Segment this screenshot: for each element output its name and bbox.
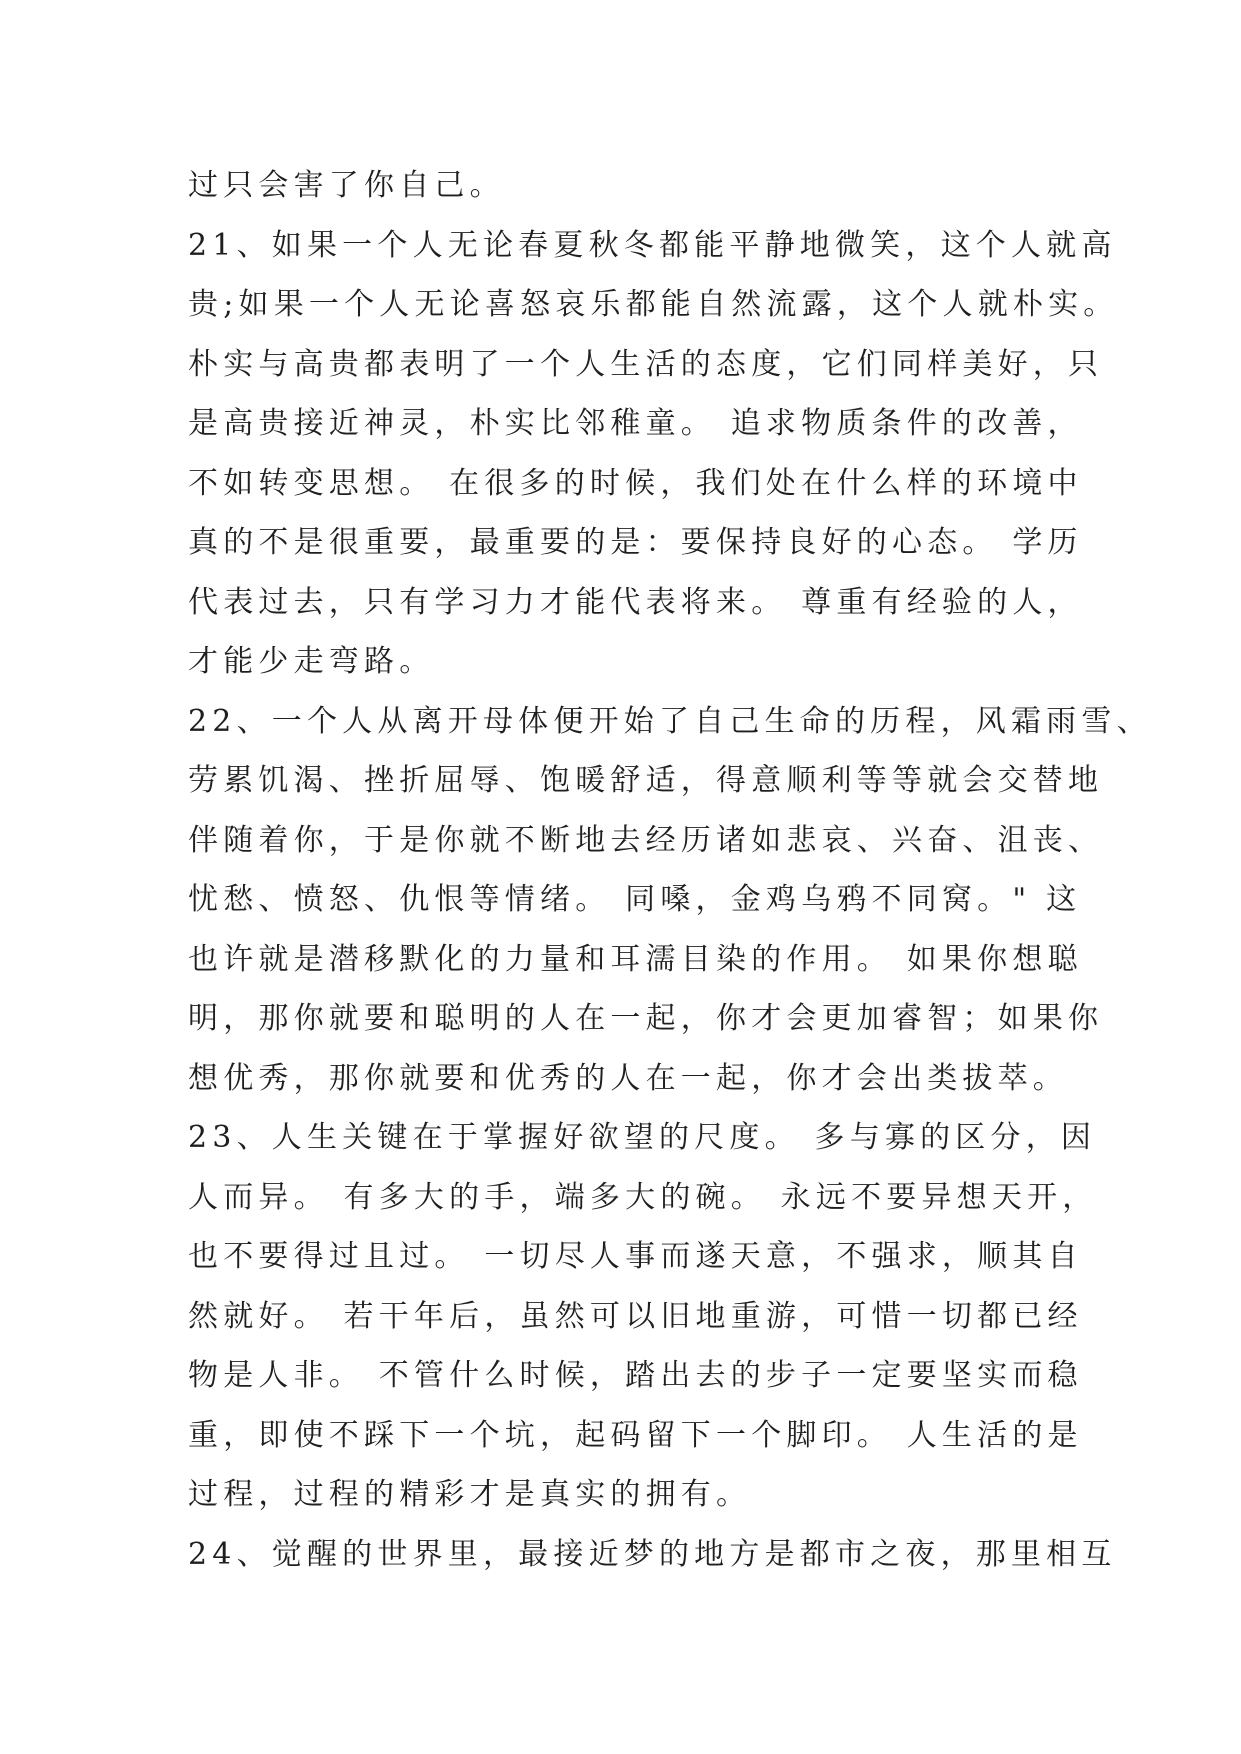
text-line: 朴实与高贵都表明了一个人生活的态度，它们同样美好，只 bbox=[188, 346, 1104, 382]
text-line: 不如转变思想。 在很多的时候，我们处在什么样的环境中 bbox=[188, 465, 1083, 501]
text-line: 23、人生关键在于掌握好欲望的尺度。 多与寡的区分，因 bbox=[188, 1120, 1097, 1155]
text-line: 代表过去，只有学习力才能代表将来。 尊重有经验的人， bbox=[188, 584, 1083, 620]
text-line: 才能少走弯路。 bbox=[188, 644, 435, 679]
text-line: 忧愁、愤怒、仇恨等情绪。 同嗓，金鸡乌鸦不同窝。" 这 bbox=[188, 882, 1082, 917]
text-line: 伴随着你，于是你就不断地去经历诸如悲哀、兴奋、沮丧、 bbox=[188, 822, 1104, 858]
text-line: 也许就是潜移默化的力量和耳濡目染的作用。 如果你想聪 bbox=[188, 941, 1083, 977]
text-line: 过只会害了你自己。 bbox=[188, 168, 505, 203]
text-line: 然就好。 若干年后，虽然可以旧地重游，可惜一切都已经 bbox=[188, 1298, 1083, 1334]
text-line: 劳累饥渴、挫折屈辱、饱暖舒适，得意顺利等等就会交替地 bbox=[188, 763, 1104, 798]
text-line: 也不要得过且过。 一切尽人事而遂天意，不强求，顺其自 bbox=[188, 1239, 1083, 1274]
text-line: 贵;如果一个人无论喜怒哀乐都能自然流露，这个人就朴实。 bbox=[188, 287, 1119, 322]
text-line: 24、觉醒的世界里，最接近梦的地方是都市之夜，那里相互 bbox=[188, 1536, 1117, 1572]
text-line: 明，那你就要和聪明的人在一起，你才会更加睿智；如果你 bbox=[188, 1001, 1104, 1036]
text-line: 重，即使不踩下一个坑，起码留下一个脚印。 人生活的是 bbox=[188, 1417, 1083, 1453]
text-line: 是高贵接近神灵，朴实比邻稚童。 追求物质条件的改善， bbox=[188, 406, 1083, 441]
text-line: 过程，过程的精彩才是真实的拥有。 bbox=[188, 1477, 752, 1512]
body-text bbox=[188, 156, 1152, 1584]
text-line: 人而异。 有多大的手，端多大的碗。 永远不要异想天开， bbox=[188, 1179, 1098, 1215]
text-line: 21、如果一个人无论春夏秋冬都能平静地微笑，这个人就高 bbox=[188, 227, 1117, 263]
text-line: 真的不是很重要，最重要的是：要保持良好的心态。 学历 bbox=[188, 525, 1083, 560]
text-line: 想优秀，那你就要和优秀的人在一起，你才会出类拔萃。 bbox=[188, 1060, 1068, 1096]
text-line: 22、一个人从离开母体便开始了自己生命的历程，风霜雨雪、 bbox=[188, 703, 1152, 739]
text-line: 物是人非。 不管什么时候，踏出去的步子一定要坚实而稳 bbox=[188, 1358, 1083, 1393]
